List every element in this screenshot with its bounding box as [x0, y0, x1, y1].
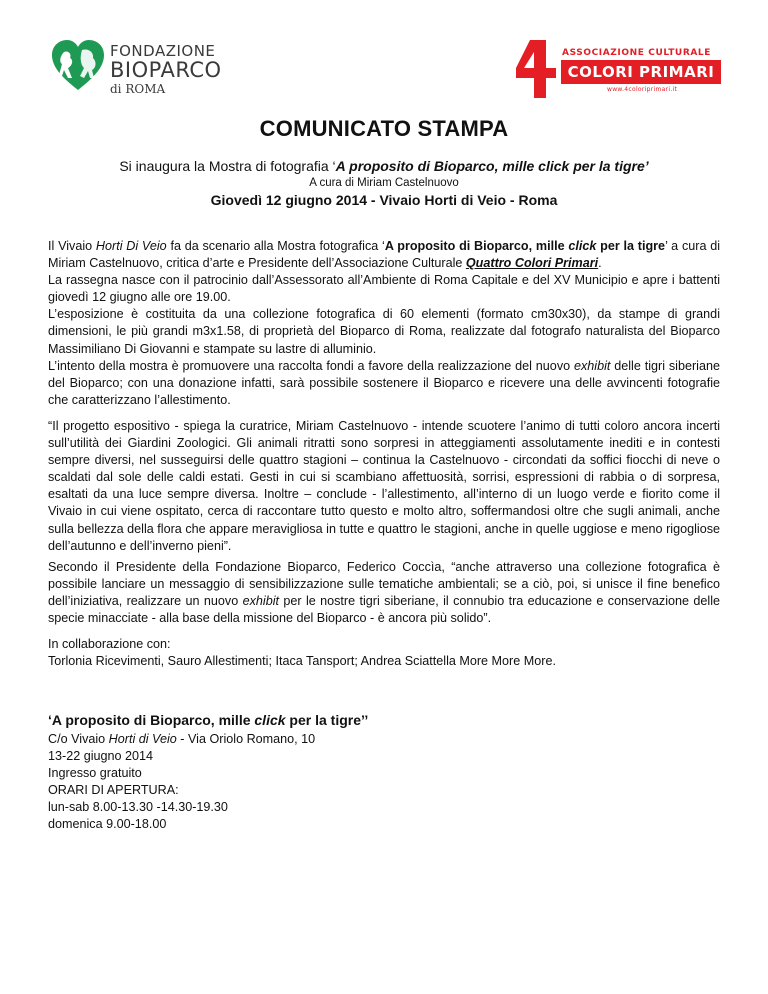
page-title: COMUNICATO STAMPA — [259, 116, 509, 141]
paragraph-patronage: La rassegna nasce con il patrocinio dall’Assessorato all’Ambiente di Roma Capitale e del XV Municipio e apre i battenti giovedì 12 giugno alle ore 19.00. — [48, 273, 720, 305]
text-run: per le nostre tigri siberiane, il connubio tra educazione e conservazione delle specie minacciate - alla base della missione del Bioparco - è ancora più solido”. — [48, 594, 720, 626]
paragraph-president-quote — [48, 559, 720, 627]
event-info — [48, 731, 315, 834]
event-title — [48, 712, 368, 728]
text-run-italic: Horti di Veio — [108, 732, 177, 746]
text-run: Il Vivaio — [48, 239, 96, 253]
text-run: delle tigri siberiane del Bioparco; con una donazione infatti, sarà possibile sostenere il Bioparco e ricevere una delle avvincenti fotografie che caratterizzano l’allestimento. — [48, 358, 720, 407]
text-run: ‘A proposito di Bioparco, mille — [48, 712, 255, 728]
subtitle — [0, 158, 768, 174]
text-run-italic: exhibit — [573, 358, 611, 373]
subtitle-prefix: Si inaugura la Mostra di fotografia ‘ — [119, 158, 336, 174]
colori-primari-logo — [512, 38, 722, 100]
logo-left-line1: FONDAZIONE — [110, 42, 216, 60]
paragraph-intro — [48, 238, 720, 409]
text-run: ’ a cura di Miriam Castelnuovo, critica d’arte e Presidente dell’Associazione Culturale — [48, 239, 721, 271]
paragraph-intro-text — [48, 238, 720, 272]
event-entry: Ingresso gratuito — [48, 766, 142, 781]
text-run: per la tigre’’ — [285, 712, 369, 728]
event-venue — [48, 731, 315, 748]
collaboration-label: In collaborazione con: — [48, 637, 171, 651]
event-dates: 13-22 giugno 2014 — [48, 749, 154, 764]
text-run: fa da scenario alla Mostra fotografica ‘ — [166, 239, 385, 253]
paragraph-curator-quote-text: “Il progetto espositivo - spiega la curatrice, Miriam Castelnuovo - intende scuotere l’animo di tutti coloro ancora incerti sull’utilità dei Giardini Zoologici. Gli animali ritratti sono sorpresi in atteggiamenti assolutamente inediti e in contesti sempre diversi, nel susseguirsi delle quattro stagioni – continua la Castelnuovo - circondati da soffici fiocchi di neve o scaldati dal sole delle caldi estati. Gesti in cui si scambiano affettuosità, sorrisi, espressioni di rabbia o di sorpresa, esaltati da una luce sempre diversa. Inoltre – conclude - l’allestimento, all’interno di un luogo verde e fiorito come il Vivaio in cui viene ospitato, cerca di raccontare tutto questo e molto altro, soffermandosi oltre che sugli animali, anche sulla bellezza della flora che appare meravigliosa in tutte e quattro le stagioni, anche in quelle uggiose e meno rigogliose dell’autunno e dell’inverno pieni”. — [48, 419, 720, 553]
event-hours-sunday: domenica 9.00-18.00 — [48, 817, 167, 832]
event-hours-weekdays: lun-sab 8.00-13.30 -14.30-19.30 — [48, 800, 228, 815]
logo-right-line1: ASSOCIAZIONE CULTURALE — [562, 48, 712, 58]
paragraph-collection: L’esposizione è costituita da una collezione fotografica di 60 elementi (formato cm30x30), da stampe di grandi dimensioni, le più grandi m3x1.58, di proprietà del Bioparco di Roma, realizzate dal fotografo naturalista del Bioparco Massimiliano Di Giovanni e stampate su lastre di alluminio. — [48, 307, 720, 356]
text-run: L’intento della mostra è promuovere una raccolta fondi a favore della realizzazione del nuovo — [48, 358, 574, 373]
text-run-italic: click — [254, 712, 286, 728]
paragraph-curator-quote — [48, 418, 720, 555]
paragraph-collaboration — [48, 636, 720, 670]
logo-left-line2: BIOPARCO — [110, 58, 222, 82]
text-run: . — [598, 256, 602, 271]
logo-right-line2: COLORI PRIMARI — [561, 60, 721, 84]
subtitle-exhibition-title: A proposito di Bioparco, mille click per la tigre’ — [335, 158, 649, 174]
text-run-bold-italic: click — [568, 239, 597, 253]
text-run-bold: per la tigre — [596, 239, 666, 253]
text-run: - Via Oriolo Romano, 10 — [176, 732, 316, 746]
logo-right-url: www.4coloriprimari.it — [607, 86, 678, 93]
date-place-heading: Giovedì 12 giugno 2014 - Vivaio Horti di Veio - Roma — [210, 192, 558, 208]
text-run-bold: A proposito di Bioparco, mille — [384, 239, 569, 253]
paragraph-president-quote-text — [48, 559, 720, 627]
heart-animals-icon — [50, 38, 106, 94]
text-run-italic: exhibit — [242, 594, 279, 609]
event-hours-label: ORARI DI APERTURA: — [48, 783, 179, 798]
paragraph-aim — [48, 358, 720, 409]
text-run-bold-italic: Quattro Colori Primari — [465, 256, 599, 271]
logo-left-line3: di ROMA — [110, 82, 166, 96]
text-run-italic: Horti Di Veio — [95, 239, 167, 253]
text-run: Secondo il Presidente della Fondazione Bioparco, Federico Coccìa, “anche attraverso una collezione fotografica è possibile lanciare un messaggio di sensibilizzazione sulle tematiche ambientali; se a ciò, poi, si unisce il fine benefico dell’iniziativa, realizzare un nuovo — [48, 560, 720, 609]
collaboration-partners: Torlonia Ricevimenti, Sauro Allestimenti; Itaca Tansport; Andrea Sciattella More More More. — [48, 654, 556, 669]
text-run: C/o Vivaio — [48, 732, 109, 746]
fondazione-bioparco-logo — [50, 38, 230, 98]
curated-by: A cura di Miriam Castelnuovo — [309, 177, 459, 189]
